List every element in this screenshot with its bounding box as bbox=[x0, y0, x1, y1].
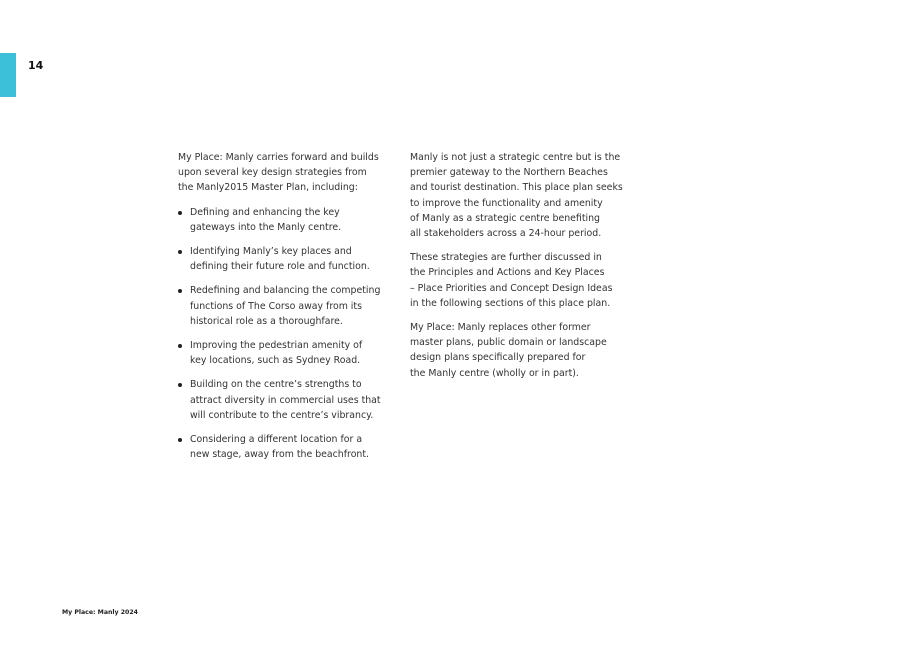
footer-title: My Place: Manly 2024 bbox=[62, 609, 138, 616]
bullet-icon bbox=[178, 250, 182, 254]
bullet-icon bbox=[178, 211, 182, 215]
list-item-text: Building on the centre’s strengths to attract diversity in commercial uses that will contribute to the centre’s vibrancy. bbox=[190, 379, 381, 421]
list-item bbox=[178, 205, 388, 235]
left-column bbox=[178, 150, 388, 471]
page-tab-marker bbox=[0, 53, 16, 97]
list-item bbox=[178, 338, 388, 368]
body-paragraph: These strategies are further discussed in the Principles and Actions and Key Places – Place Priorities and Concept Design Ideas in the following sections of this place plan. bbox=[410, 252, 613, 309]
list-item-text: Identifying Manly’s key places and defining their future role and function. bbox=[190, 246, 370, 273]
body-paragraph: Manly is not just a strategic centre but is the premier gateway to the Northern Beaches and tourist destination. This place plan seeks to improve the functionality and amenity of Manly as a strategic centre benefiting all stakeholders across a 24-hour period. bbox=[410, 152, 623, 240]
list-item-text: Redefining and balancing the competing functions of The Corso away from its historical role as a thoroughfare. bbox=[190, 285, 381, 327]
right-column bbox=[410, 150, 625, 390]
bullet-icon bbox=[178, 344, 182, 348]
bullet-icon bbox=[178, 289, 182, 293]
bullet-icon bbox=[178, 383, 182, 387]
list-item-text: Defining and enhancing the key gateways into the Manly centre. bbox=[190, 206, 342, 233]
list-item bbox=[178, 244, 388, 274]
page-number: 14 bbox=[28, 59, 44, 72]
list-item bbox=[178, 432, 388, 462]
body-paragraph: My Place: Manly replaces other former master plans, public domain or landscape design plans specifically prepared for the Manly centre (wholly or in part). bbox=[410, 322, 607, 379]
list-item bbox=[178, 377, 388, 423]
bullet-icon bbox=[178, 438, 182, 442]
list-item-text: Improving the pedestrian amenity of key locations, such as Sydney Road. bbox=[190, 340, 363, 367]
intro-paragraph: My Place: Manly carries forward and builds upon several key design strategies from the Manly2015 Master Plan, including: bbox=[178, 152, 379, 194]
strategy-list bbox=[178, 205, 388, 463]
list-item-text: Considering a different location for a new stage, away from the beachfront. bbox=[190, 434, 370, 461]
list-item bbox=[178, 283, 388, 329]
